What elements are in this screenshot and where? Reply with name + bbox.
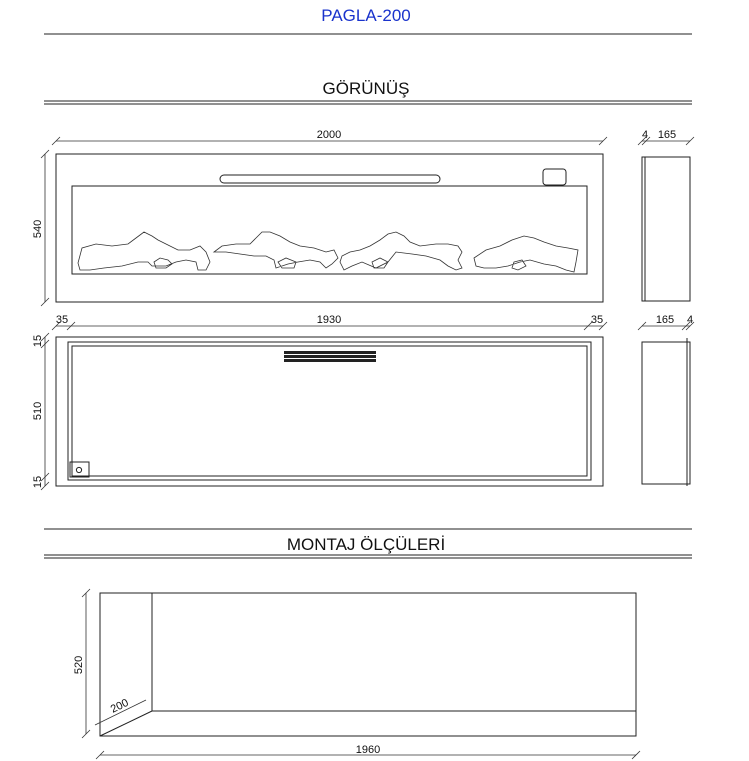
back-view: [32, 314, 607, 490]
front-height-label: 540: [32, 219, 44, 239]
front-side-view: [638, 129, 694, 301]
recess-outline: [100, 593, 636, 736]
mount-depth-label: 200: [108, 696, 131, 716]
model-title: PAGLA-200: [321, 6, 411, 25]
mount-width-label: 1960: [355, 744, 381, 756]
back-side-view: [638, 314, 694, 486]
view-title-rule: [44, 101, 692, 104]
mount-width-dimension: [96, 744, 640, 759]
vent-grill: [284, 351, 376, 362]
front-width-label: 2000: [316, 129, 342, 141]
top-vent-slot: [220, 175, 440, 183]
mount-height-dimension: [73, 589, 90, 738]
mount-recess: [73, 589, 640, 759]
log-group-1: [78, 232, 210, 270]
front-side-depth-label: 165: [657, 129, 677, 141]
mount-section-title: MONTAJ ÖLÇÜLERİ: [286, 535, 446, 554]
log-group-4: [474, 236, 578, 272]
back-top-frame-label: 15: [32, 334, 44, 348]
front-view: [32, 129, 607, 306]
log-group-2: [214, 232, 338, 268]
back-panel: [72, 346, 587, 476]
side-body-front: [642, 157, 690, 301]
back-margin-left-label: 35: [55, 314, 69, 326]
back-width-dimension: [52, 314, 607, 330]
back-margin-right-label: 35: [590, 314, 604, 326]
back-side-frame-label: 4: [686, 314, 694, 326]
back-inner-width-label: 1930: [316, 314, 342, 326]
back-height-dimension: [32, 333, 49, 490]
back-side-dimension: [638, 314, 694, 330]
mount-title-rule-bottom: [44, 555, 692, 558]
back-side-depth-label: 165: [655, 314, 675, 326]
back-bottom-frame-label: 15: [32, 475, 44, 489]
back-inner-frame: [68, 342, 591, 480]
back-inner-height-label: 510: [32, 401, 44, 421]
side-body-back: [642, 342, 690, 484]
front-side-frame-label: 4: [641, 129, 649, 141]
view-section-title: GÖRÜNÜŞ: [322, 79, 410, 98]
front-side-dimension: [638, 129, 694, 145]
power-switch-box: [70, 462, 89, 477]
power-switch-icon: [76, 467, 81, 472]
front-height-dimension: [32, 150, 49, 306]
log-group-3: [340, 232, 462, 270]
recess-depth-edge: [100, 711, 152, 736]
front-outer-frame: [56, 154, 603, 302]
front-glass-panel: [72, 186, 587, 274]
log-set: [78, 232, 578, 272]
front-width-dimension: [52, 129, 607, 145]
mount-depth-dimension: [95, 697, 146, 725]
mount-height-label: 520: [73, 655, 85, 675]
control-panel-box: [543, 169, 566, 185]
